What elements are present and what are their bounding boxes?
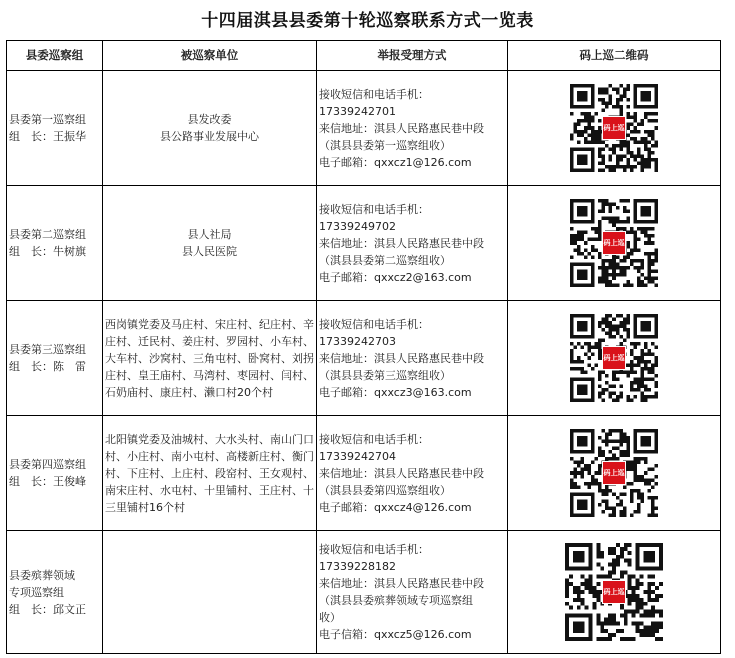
units-cell (103, 186, 317, 301)
contact-email: 电子邮箱：qxxcz3@163.com (319, 385, 472, 399)
group-name: 县委第一巡察组 (9, 113, 86, 126)
contact-phone-label: 接收短信和电话手机： (319, 543, 429, 556)
qr-code-icon[interactable] (565, 540, 663, 644)
group-cell (7, 531, 103, 654)
group-leader: 组 长：王俊峰 (9, 475, 86, 488)
group-name: 县委第四巡察组 (9, 458, 86, 471)
table-row (7, 301, 721, 416)
contact-address: 来信地址：淇县人民路惠民巷中段 (319, 351, 484, 365)
contact-phone-label: 接收短信和电话手机： (319, 317, 429, 331)
header-group: 县委巡察组 (7, 41, 103, 71)
contact-recipient: （淇县县委第四巡察组收） (319, 483, 451, 497)
qr-cell (508, 531, 721, 654)
qr-badge: 码上巡 (602, 346, 626, 370)
contact-address: 来信地址：淇县人民路惠民巷中段 (319, 236, 484, 250)
header-contact: 举报受理方式 (317, 41, 508, 71)
qr-badge: 码上巡 (602, 461, 626, 485)
contact-address: 来信地址：淇县人民路惠民巷中段 (319, 466, 484, 480)
header-units: 被巡察单位 (103, 41, 317, 71)
units-cell: 西岗镇党委及马庄村、宋庄村、纪庄村、辛庄村、迁民村、姜庄村、罗园村、小车村、大车村、沙窝村、三角屯村、卧窝村、刘拐庄村、皇王庙村、马湾村、枣园村、闫村、石奶庙村、康庄村、濑口村20个村 (103, 301, 317, 416)
units-cell (103, 531, 317, 654)
unit-item: 县人民医院 (182, 245, 237, 258)
group-cell (7, 71, 103, 186)
group-leader: 组 长：邱文正 (9, 602, 86, 616)
contact-phone: 17339249702 (319, 219, 396, 233)
group-name: 县委第三巡察组 (9, 343, 86, 356)
contact-cell (317, 416, 508, 531)
contact-phone-label: 接收短信和电话手机： (319, 202, 429, 216)
table-row (7, 186, 721, 301)
contact-recipient-cont: 收） (319, 611, 341, 624)
unit-item: 县公路事业发展中心 (160, 130, 259, 143)
contact-phone-label: 接收短信和电话手机： (319, 432, 429, 446)
group-name: 县委第二巡察组 (9, 228, 86, 241)
qr-badge: 码上巡 (602, 116, 626, 140)
qr-code-icon[interactable] (570, 81, 658, 175)
contact-phone: 17339242704 (319, 449, 396, 463)
contact-cell (317, 301, 508, 416)
qr-code-icon[interactable] (570, 196, 658, 290)
units-cell: 北阳镇党委及油城村、大水头村、南山门口村、小庄村、南小屯村、高楼新庄村、衡门村、下庄村、上庄村、段窑村、王女观村、南宋庄村、水屯村、十里铺村、王庄村、十三里铺村16个村 (103, 416, 317, 531)
contact-recipient: （淇县县委第一巡察组收） (319, 138, 451, 152)
table-row (7, 71, 721, 186)
header-qr: 码上巡二维码 (508, 41, 721, 71)
table-header-row (7, 41, 721, 71)
group-cell (7, 186, 103, 301)
qr-code-icon[interactable] (570, 426, 658, 520)
qr-badge: 码上巡 (602, 231, 626, 255)
contact-recipient: （淇县县委第三巡察组收） (319, 368, 451, 382)
contact-phone: 17339242703 (319, 334, 396, 348)
table-row (7, 416, 721, 531)
contact-table (6, 40, 721, 654)
contact-email: 电子邮箱：qxxcz4@126.com (319, 500, 472, 514)
group-name-cont: 专项巡察组 (9, 585, 64, 599)
table-row (7, 531, 721, 654)
contact-address: 来信地址：淇县人民路惠民巷中段 (319, 577, 484, 590)
units-cell (103, 71, 317, 186)
qr-badge: 码上巡 (602, 580, 626, 604)
contact-recipient: （淇县县委殡葬领域专项巡察组 (319, 594, 473, 607)
contact-cell (317, 71, 508, 186)
contact-email: 电子信箱：qxxcz5@126.com (319, 628, 472, 641)
contact-phone-label: 接收短信和电话手机： (319, 87, 429, 101)
contact-phone: 17339242701 (319, 104, 396, 118)
unit-item: 县人社局 (187, 228, 232, 241)
group-name: 县委殡葬领域 (9, 568, 75, 582)
contact-phone: 17339228182 (319, 560, 396, 573)
qr-cell (508, 301, 721, 416)
group-leader: 组 长：王振华 (9, 130, 86, 143)
contact-cell (317, 531, 508, 654)
group-cell (7, 416, 103, 531)
qr-cell (508, 71, 721, 186)
contact-email: 电子邮箱：qxxcz1@126.com (319, 155, 472, 169)
qr-code-icon[interactable] (570, 311, 658, 405)
contact-email: 电子邮箱：qxxcz2@163.com (319, 270, 472, 284)
contact-address: 来信地址：淇县人民路惠民巷中段 (319, 121, 484, 135)
qr-cell (508, 416, 721, 531)
contact-recipient: （淇县县委第二巡察组收） (319, 253, 451, 267)
group-cell (7, 301, 103, 416)
group-leader: 组 长：陈 雷 (9, 360, 86, 373)
group-leader: 组 长：牛树旗 (9, 245, 86, 258)
page-title: 十四届淇县县委第十轮巡察联系方式一览表 (201, 11, 534, 31)
qr-cell (508, 186, 721, 301)
contact-cell (317, 186, 508, 301)
unit-item: 县发改委 (187, 113, 232, 126)
